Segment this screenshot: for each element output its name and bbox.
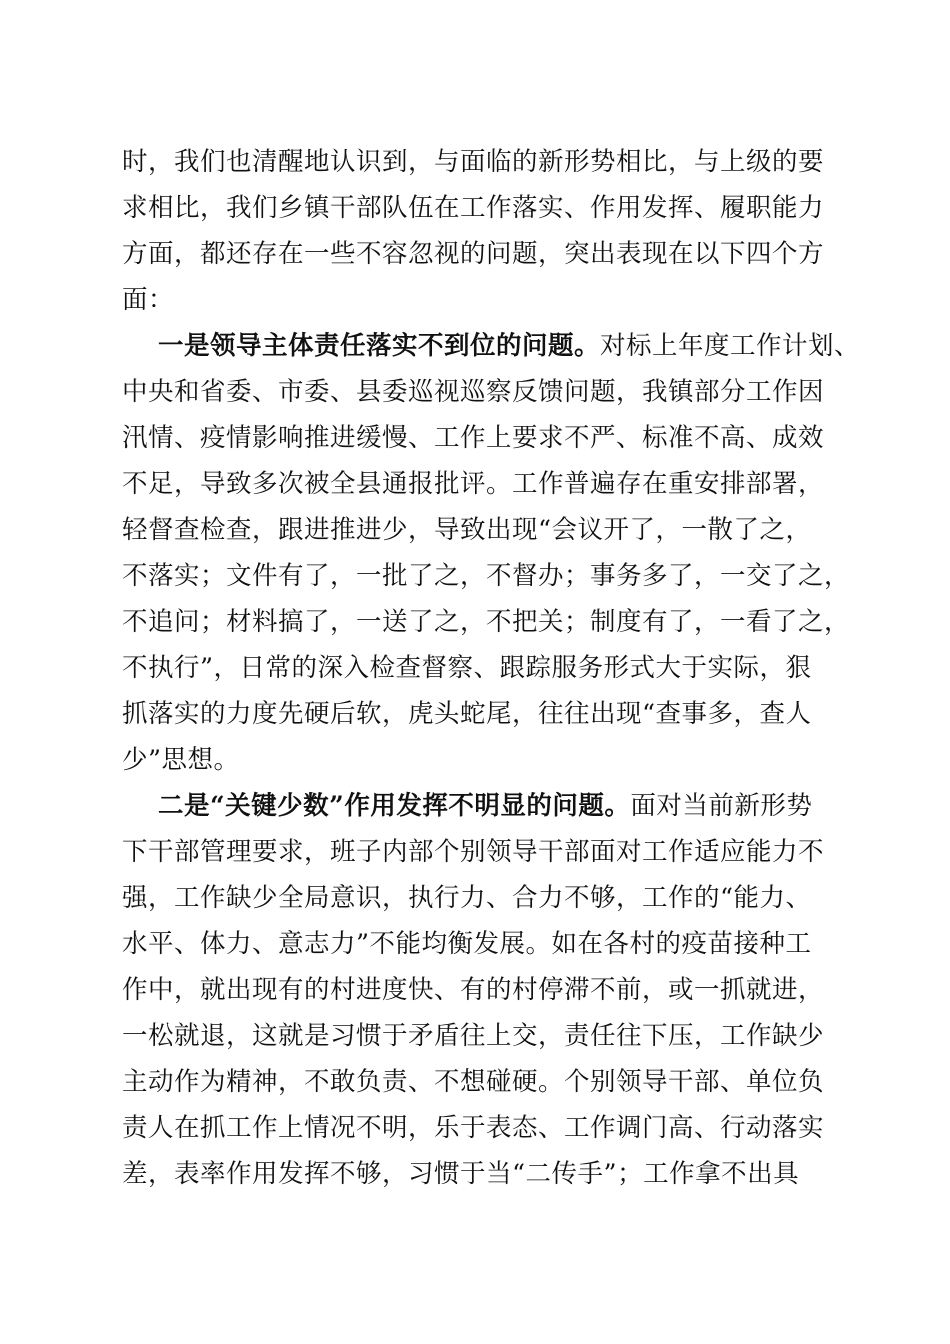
section-two-line: 差，表率作用发挥不够，习惯于当“二传手”；工作拿不出具 <box>122 1159 800 1189</box>
section-two-heading: 二是“关键少数”作用发挥不明显的问题。 <box>158 791 631 821</box>
intro-line: 求相比，我们乡镇干部队伍在工作落实、作用发挥、履职能力 <box>122 193 825 223</box>
intro-line: 面： <box>122 285 175 315</box>
section-one-heading: 一是领导主体责任落实不到位的问题。 <box>158 331 601 361</box>
section-two-line: 强，工作缺少全局意识，执行力、合力不够，工作的“能力、 <box>122 883 812 913</box>
section-two-line: 责人在抓工作上情况不明，乐于表态、工作调门高、行动落实 <box>122 1113 825 1143</box>
section-one-line: 不执行”，日常的深入检查督察、跟踪服务形式大于实际，狠 <box>122 653 812 683</box>
section-one-first-line-text: 对标上年度工作计划、 <box>600 331 861 361</box>
section-two-line: 一松就退，这就是习惯于矛盾往上交，责任往下压，工作缺少 <box>122 1021 825 1051</box>
section-two-line: 下干部管理要求，班子内部个别领导干部面对工作适应能力不 <box>122 837 825 867</box>
section-one-first-line <box>158 326 878 366</box>
section-one-line: 轻督查检查，跟进推进少，导致出现“会议开了，一散了之， <box>122 515 812 545</box>
section-two-line: 主动作为精神，不敢负责、不想碰硬。个别领导干部、单位负 <box>122 1067 825 1097</box>
section-one-line: 中央和省委、市委、县委巡视巡察反馈问题，我镇部分工作因 <box>122 377 825 407</box>
section-one-line: 抓落实的力度先硬后软，虎头蛇尾，往往出现“查事多，查人 <box>122 699 812 729</box>
section-one-line: 不落实；文件有了，一批了之，不督办；事务多了，一交了之， <box>122 561 851 591</box>
section-two-line: 水平、体力、意志力”不能均衡发展。如在各村的疫苗接种工 <box>122 929 812 959</box>
section-two-first-line-text: 面对当前新形势 <box>630 791 813 821</box>
section-one-line: 少”思想。 <box>122 745 240 775</box>
intro-line: 方面，都还存在一些不容忽视的问题，突出表现在以下四个方 <box>122 239 825 269</box>
section-two-first-line <box>158 786 878 826</box>
section-one-line: 不追问；材料搞了，一送了之，不把关；制度有了，一看了之， <box>122 607 851 637</box>
section-two-line: 作中，就出现有的村进度快、有的村停滞不前，或一抓就进， <box>122 975 825 1005</box>
section-one-line: 汛情、疫情影响推进缓慢、工作上要求不严、标准不高、成效 <box>122 423 825 453</box>
section-one-line: 不足，导致多次被全县通报批评。工作普遍存在重安排部署， <box>122 469 825 499</box>
intro-line: 时，我们也清醒地认识到，与面临的新形势相比，与上级的要 <box>122 147 825 177</box>
